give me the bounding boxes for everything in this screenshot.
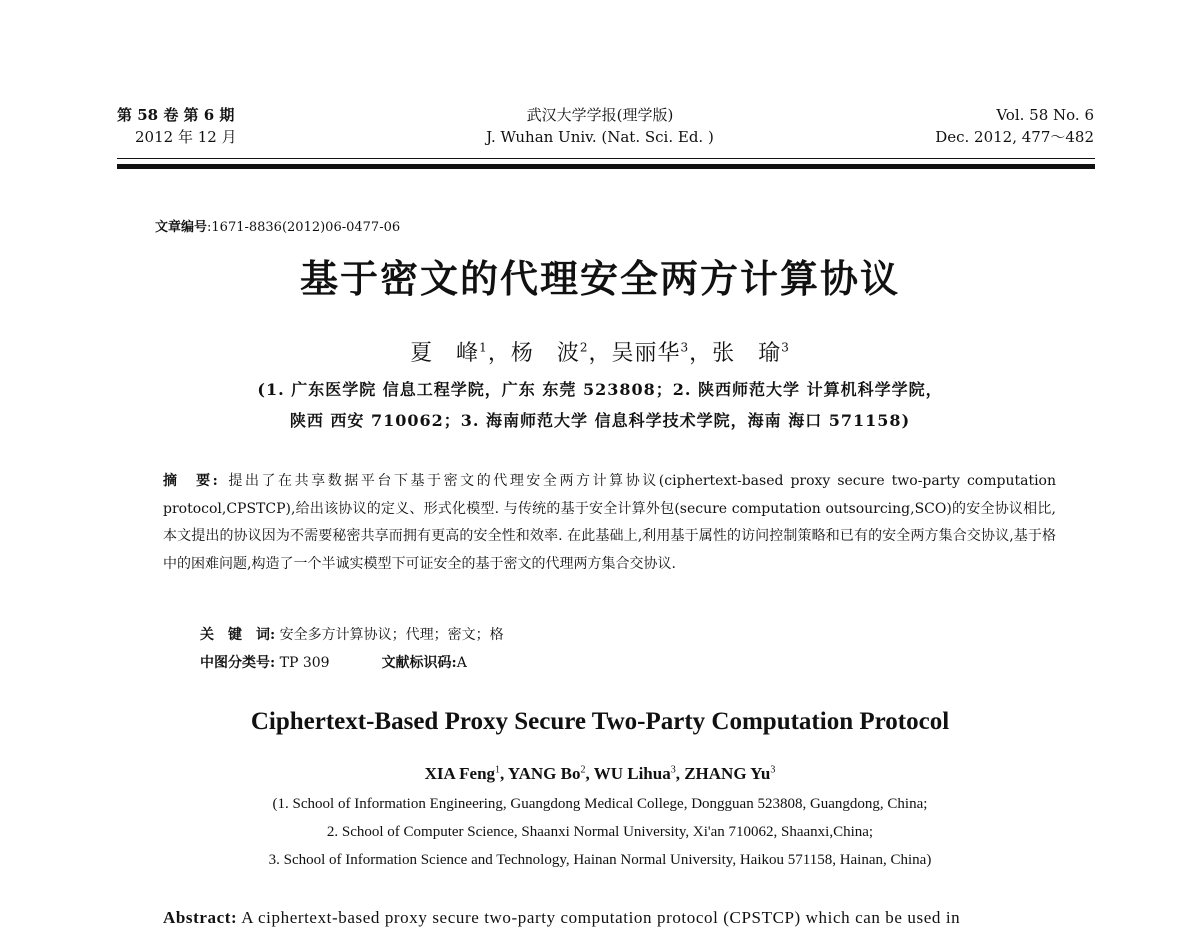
abstract-en-text: A ciphertext-based proxy secure two-party computation protocol (CPSTCP) which can be used in bbox=[241, 908, 961, 927]
author-en: ZHANG Yu bbox=[684, 764, 771, 783]
header-rule-thick bbox=[117, 164, 1095, 169]
author-sep: ， bbox=[487, 341, 511, 366]
page-title-cn: 基于密文的代理安全两方计算协议 bbox=[299, 256, 900, 301]
header-rule-thin bbox=[117, 158, 1095, 159]
clc-value: TP 309 bbox=[279, 655, 330, 671]
author-cn: 夏 峰 bbox=[410, 341, 480, 366]
journal-name-en: J. Wuhan Univ. (Nat. Sci. Ed. ) bbox=[486, 128, 714, 146]
author-affil-sup: 3 bbox=[680, 340, 690, 355]
authors-cn bbox=[0, 336, 1200, 367]
journal-name-cn: 武汉大学学报(理学版) bbox=[526, 106, 674, 124]
article-number-label: 文章编号 bbox=[155, 220, 208, 235]
affiliation-cn-line2: 陕西 西安 710062；3. 海南师范大学 信息科学技术学院，海南 海口 571158) bbox=[289, 411, 911, 430]
author-affil-sup: 3 bbox=[770, 764, 776, 776]
abstract-en bbox=[163, 908, 1068, 928]
keywords-cn-label: 关 键 词: bbox=[200, 627, 276, 643]
author-en: XIA Feng bbox=[424, 764, 496, 783]
author-en: YANG Bo bbox=[507, 764, 581, 783]
affiliation-en-line2: 2. School of Computer Science, Shaanxi Normal University, Xi'an 710062, Shaanxi,China; bbox=[326, 824, 874, 840]
affiliation-en-line1: (1. School of Information Engineering, Guangdong Medical College, Dongguan 523808, Guangdong, China; bbox=[272, 796, 928, 812]
volume-number-en: Vol. 58 No. 6 bbox=[996, 106, 1094, 124]
keywords-cn bbox=[200, 624, 504, 644]
volume-issue: 第 58 卷 第 6 期 bbox=[117, 106, 235, 124]
author-en: WU Lihua bbox=[593, 764, 671, 783]
author-cn: 张 瑜 bbox=[712, 341, 782, 366]
abstract-en-label: Abstract: bbox=[163, 908, 238, 927]
affiliation-en-line3: 3. School of Information Science and Technology, Hainan Normal University, Haikou 571158, Hainan, China) bbox=[268, 852, 932, 868]
abstract-cn-label: 摘 要: bbox=[163, 473, 218, 489]
author-affil-sup: 1 bbox=[495, 764, 501, 776]
page-title-en: Ciphertext-Based Proxy Secure Two-Party Computation Protocol bbox=[250, 708, 950, 735]
clc-label: 中图分类号: bbox=[200, 655, 276, 671]
author-sep: , bbox=[585, 764, 594, 783]
abstract-cn bbox=[163, 468, 1056, 578]
author-affil-sup: 3 bbox=[781, 340, 790, 355]
author-affil-sup: 1 bbox=[479, 340, 488, 355]
keywords-cn-text: 安全多方计算协议；代理；密文；格 bbox=[279, 627, 504, 643]
doc-code-label: 文献标识码: bbox=[381, 655, 457, 671]
author-cn: 杨 波 bbox=[510, 341, 580, 366]
author-sep: , bbox=[500, 764, 508, 783]
author-affil-sup: 2 bbox=[580, 764, 586, 776]
abstract-cn-text: 提出了在共享数据平台下基于密文的代理安全两方计算协议(ciphertext-based proxy secure two-party computation protocol,CPSTCP),给出该协议的定义、形式化模型. 与传统的基于安全计算外包(secure computation outsourcing,SCO)的安全协议相比,本文提出的协议因为不需要秘密共享而拥有更高的安全性和效率. 在此基础上,利用基于属性的访问控制策略和已有的安全两方集合交协议,基于格中的困难问题,构造了一个半诚实模型下可证安全的基于密文的代理两方集合交协议. bbox=[163, 473, 1057, 572]
author-affil-sup: 2 bbox=[579, 340, 589, 355]
author-sep: ， bbox=[689, 341, 713, 366]
classification-cn bbox=[200, 652, 467, 672]
article-number-value: :1671-8836(2012)06-0477-06 bbox=[207, 220, 401, 235]
affiliation-cn-line1: (1. 广东医学院 信息工程学院，广东 东莞 523808；2. 陕西师范大学 计算机科学学院， bbox=[257, 380, 943, 399]
journal-citation-info bbox=[935, 104, 1094, 148]
author-sep: , bbox=[675, 764, 685, 783]
author-affil-sup: 3 bbox=[670, 764, 676, 776]
article-number bbox=[155, 216, 400, 235]
author-sep: ， bbox=[588, 341, 612, 366]
date-pages-en: Dec. 2012, 477～482 bbox=[935, 128, 1094, 146]
publication-date: 2012 年 12 月 bbox=[135, 128, 237, 146]
doc-code-value: A bbox=[456, 655, 467, 671]
author-cn: 吴丽华 bbox=[611, 341, 681, 366]
authors-en bbox=[0, 764, 1200, 784]
